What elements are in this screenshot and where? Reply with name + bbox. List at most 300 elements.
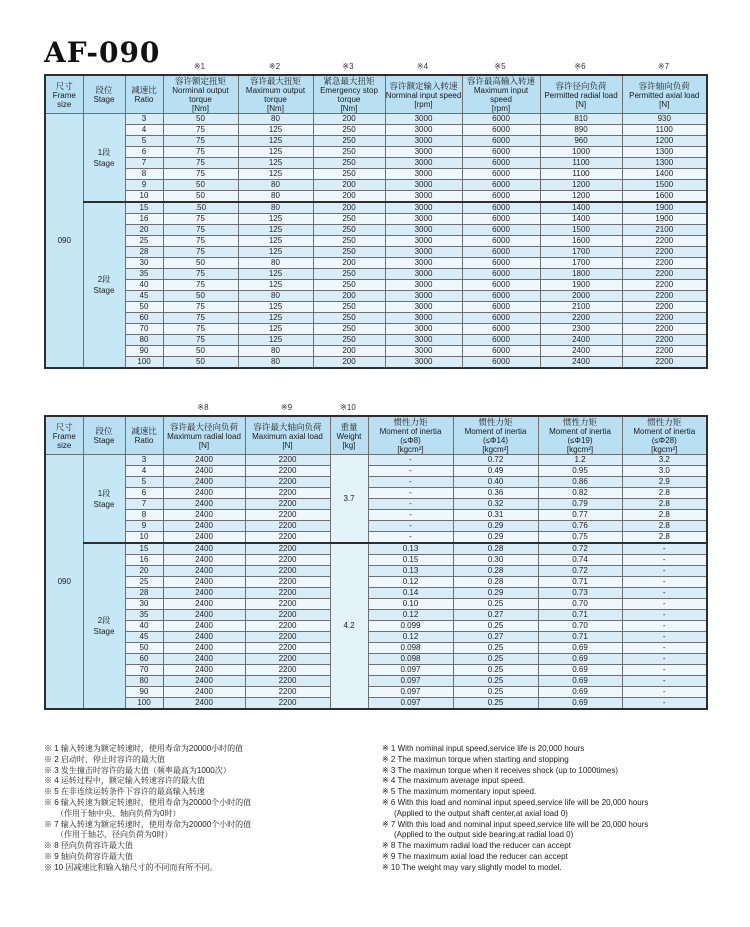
value-cell: 2400 <box>163 455 245 466</box>
header-label: 容许最高输入转速 <box>466 76 535 86</box>
value-cell: 3000 <box>385 269 462 280</box>
value-cell: 0.69 <box>538 676 622 687</box>
value-cell: 1100 <box>622 125 707 136</box>
value-cell: 200 <box>313 202 385 214</box>
header-label: 容许额定输入转速 <box>389 80 458 91</box>
value-cell: 200 <box>313 258 385 269</box>
value-cell: 250 <box>313 269 385 280</box>
stage-cell <box>83 114 125 203</box>
value-cell: 3000 <box>385 147 462 158</box>
value-cell: 6000 <box>462 147 540 158</box>
value-cell: - <box>622 577 707 588</box>
value-cell: 2400 <box>163 566 245 577</box>
table-row <box>45 324 707 335</box>
value-cell: 2.8 <box>622 532 707 544</box>
value-cell: 125 <box>238 136 313 147</box>
value-cell: 50 <box>163 357 238 369</box>
load-inertia-table <box>44 415 708 710</box>
header-label: [Nm] <box>192 104 209 113</box>
footnotes-chinese <box>44 744 376 874</box>
header-label: (≤Φ8) <box>400 436 421 445</box>
value-cell: 125 <box>238 225 313 236</box>
value-cell: 80 <box>238 346 313 357</box>
table-row <box>45 477 707 488</box>
value-cell: 1900 <box>622 202 707 214</box>
marker-spacer <box>44 60 82 74</box>
header-label: 惯性力矩 <box>478 417 513 427</box>
footnote-line: ※ 9 轴向负荷容许最大值 <box>44 851 133 861</box>
value-cell: 0.72 <box>538 566 622 577</box>
value-cell: 0.69 <box>538 665 622 676</box>
value-cell: 0.40 <box>453 477 538 488</box>
value-cell: 3000 <box>385 335 462 346</box>
value-cell: 1300 <box>622 147 707 158</box>
table-row <box>45 455 707 466</box>
header-label: Weight <box>336 431 362 441</box>
value-cell: 0.25 <box>453 654 538 665</box>
value-cell: - <box>368 499 453 510</box>
value-cell: 6000 <box>462 114 540 125</box>
value-cell: 75 <box>163 136 238 147</box>
ratio-cell: 35 <box>125 610 163 621</box>
value-cell: 2400 <box>163 577 245 588</box>
value-cell: 2200 <box>245 566 330 577</box>
value-cell: 2.8 <box>622 499 707 510</box>
value-cell: 0.71 <box>538 577 622 588</box>
value-cell: 125 <box>238 169 313 180</box>
stage-label: Stage <box>93 158 115 168</box>
value-cell: 0.70 <box>538 599 622 610</box>
footnote-line: ※ 1 输入转速为额定转速时，使用寿命为20000小时的值 <box>44 744 244 753</box>
ratio-cell: 45 <box>125 291 163 302</box>
value-cell: 125 <box>238 158 313 169</box>
value-cell: 0.097 <box>368 698 453 710</box>
ratio-cell: 60 <box>125 654 163 665</box>
value-cell: 3000 <box>385 247 462 258</box>
ratio-cell: 3 <box>125 114 163 125</box>
value-cell: 2400 <box>163 488 245 499</box>
value-cell: 0.28 <box>453 577 538 588</box>
header-label: 减速比 <box>131 426 157 436</box>
table-row <box>45 247 707 258</box>
value-cell: 2200 <box>622 247 707 258</box>
value-cell: 2200 <box>622 269 707 280</box>
value-cell: 250 <box>313 313 385 324</box>
value-cell: 2000 <box>540 291 622 302</box>
value-cell: 0.25 <box>453 621 538 632</box>
value-cell: 2200 <box>245 532 330 544</box>
header-label: 减速比 <box>131 85 157 95</box>
value-cell: - <box>622 588 707 599</box>
value-cell: 0.70 <box>538 621 622 632</box>
stage-cell <box>83 455 125 544</box>
value-cell: 0.72 <box>538 543 622 555</box>
value-cell: 200 <box>313 191 385 203</box>
footnote-line: ※ 4 The maximum average input speed. <box>382 776 526 786</box>
ratio-cell: 50 <box>125 643 163 654</box>
value-cell: 2400 <box>163 665 245 676</box>
value-cell: 75 <box>163 269 238 280</box>
value-cell: 6000 <box>462 180 540 191</box>
footnote-line: (Applied to the output side bearing,at radial load 0) <box>394 830 574 840</box>
footnote-line: ※ 8 径向负荷容许最大值 <box>44 841 133 851</box>
load-inertia-table-block <box>44 401 708 710</box>
ratio-cell: 25 <box>125 236 163 247</box>
ratio-cell: 90 <box>125 346 163 357</box>
value-cell: 6000 <box>462 302 540 313</box>
value-cell: 6000 <box>462 214 540 225</box>
column-header <box>163 75 238 114</box>
value-cell: 2100 <box>540 302 622 313</box>
value-cell: 0.12 <box>368 610 453 621</box>
value-cell: 0.25 <box>453 698 538 710</box>
value-cell: 200 <box>313 346 385 357</box>
footnote-line: ※ 7 输入转速为额定转速时，使用寿命为20000个小时的值 <box>44 819 252 829</box>
value-cell: - <box>368 521 453 532</box>
header-label: 容许轴向负荷 <box>638 80 690 91</box>
value-cell: 0.71 <box>538 632 622 643</box>
value-cell: 250 <box>313 335 385 346</box>
ratio-cell: 20 <box>125 566 163 577</box>
value-cell: 2200 <box>622 335 707 346</box>
value-cell: 2400 <box>163 521 245 532</box>
header-label: Emergency stop torque <box>320 86 378 104</box>
header-label: Maximum axial load <box>252 431 323 441</box>
value-cell: 80 <box>238 291 313 302</box>
ratio-cell: 80 <box>125 335 163 346</box>
footnote-marker: ※3 <box>342 62 354 71</box>
value-cell: 125 <box>238 247 313 258</box>
value-cell: 0.74 <box>538 555 622 566</box>
footnote-marker: ※4 <box>416 62 429 71</box>
header-label: [kgcm²] <box>651 445 678 454</box>
ratio-cell: 7 <box>125 499 163 510</box>
value-cell: 1100 <box>540 158 622 169</box>
value-cell: 2200 <box>245 676 330 687</box>
value-cell: 3000 <box>385 158 462 169</box>
stage-cell <box>83 543 125 709</box>
ratio-cell: 16 <box>125 555 163 566</box>
value-cell: 250 <box>313 158 385 169</box>
footnote-line: ※ 3 发生撞击时容许的最大值（频率最高为1000次） <box>44 765 231 775</box>
table-row <box>45 543 707 555</box>
table-row <box>45 335 707 346</box>
value-cell: 75 <box>163 147 238 158</box>
value-cell: 2200 <box>245 588 330 599</box>
header-label: (≤Φ19) <box>567 436 593 445</box>
value-cell: 0.098 <box>368 643 453 654</box>
value-cell: 0.49 <box>453 466 538 477</box>
footnote-line: ※ 5 在非连续运转条件下容许的最高输入转速 <box>44 787 205 797</box>
frame-size-cell: 090 <box>45 455 83 710</box>
value-cell: 250 <box>313 225 385 236</box>
value-cell: 810 <box>540 114 622 125</box>
value-cell: 250 <box>313 214 385 225</box>
value-cell: 3000 <box>385 180 462 191</box>
header-row <box>45 416 707 455</box>
table-row <box>45 158 707 169</box>
value-cell: 2100 <box>622 225 707 236</box>
value-cell: 2200 <box>245 488 330 499</box>
value-cell: 0.25 <box>453 676 538 687</box>
value-cell: 75 <box>163 247 238 258</box>
header-label: Maximum radial load <box>167 431 241 441</box>
value-cell: 250 <box>313 324 385 335</box>
footnote-line: ※ 4 运转过程中，额定输入转速容许的最大值 <box>44 776 205 786</box>
header-label: (≤Φ28) <box>651 436 677 445</box>
value-cell: 0.36 <box>453 488 538 499</box>
value-cell: 2.8 <box>622 488 707 499</box>
column-header <box>385 75 462 114</box>
header-label: [rpm] <box>414 99 433 109</box>
stage-label: 1段 <box>97 147 111 157</box>
value-cell: 0.73 <box>538 588 622 599</box>
value-cell: 200 <box>313 114 385 125</box>
marker-spacer <box>621 401 706 415</box>
value-cell: 2400 <box>163 599 245 610</box>
ratio-cell: 10 <box>125 191 163 203</box>
value-cell: 80 <box>238 258 313 269</box>
stage-label: 2段 <box>97 616 111 625</box>
ratio-cell: 40 <box>125 621 163 632</box>
footnote-line: ※ 5 The maximum momentary input speed. <box>382 787 537 797</box>
value-cell: - <box>368 477 453 488</box>
value-cell: 1800 <box>540 269 622 280</box>
value-cell: 50 <box>163 114 238 125</box>
value-cell: 0.77 <box>538 510 622 521</box>
value-cell: 0.69 <box>538 643 622 654</box>
column-header <box>83 75 125 114</box>
ratio-cell: 15 <box>125 202 163 214</box>
value-cell: 2400 <box>163 643 245 654</box>
value-cell: 2400 <box>163 632 245 643</box>
ratio-cell: 70 <box>125 665 163 676</box>
header-label: 尺寸 <box>55 421 73 432</box>
value-cell: 0.098 <box>368 654 453 665</box>
value-cell: 0.25 <box>453 665 538 676</box>
value-cell: 2400 <box>163 588 245 599</box>
header-row <box>45 75 707 114</box>
value-cell: 2200 <box>245 610 330 621</box>
value-cell: 2200 <box>622 346 707 357</box>
value-cell: 0.099 <box>368 621 453 632</box>
header-label: [Nm] <box>340 104 358 113</box>
value-cell: 2200 <box>245 698 330 710</box>
value-cell: 80 <box>238 191 313 203</box>
value-cell: 125 <box>238 280 313 291</box>
column-header <box>368 416 453 455</box>
value-cell: 0.13 <box>368 543 453 555</box>
table-row <box>45 114 707 125</box>
value-cell: 75 <box>163 324 238 335</box>
value-cell: 2400 <box>163 654 245 665</box>
value-cell: 6000 <box>462 313 540 324</box>
value-cell: 2400 <box>540 357 622 369</box>
value-cell: 75 <box>163 169 238 180</box>
value-cell: 125 <box>238 236 313 247</box>
value-cell: 2200 <box>622 291 707 302</box>
value-cell: 0.69 <box>538 698 622 710</box>
value-cell: - <box>368 510 453 521</box>
value-cell: - <box>622 632 707 643</box>
value-cell: 2200 <box>622 324 707 335</box>
value-cell: 2200 <box>245 665 330 676</box>
value-cell: 1400 <box>622 169 707 180</box>
value-cell: - <box>622 543 707 555</box>
value-cell: 3000 <box>385 324 462 335</box>
value-cell: 75 <box>163 225 238 236</box>
value-cell: 0.30 <box>453 555 538 566</box>
value-cell: 0.097 <box>368 687 453 698</box>
footnote-line: ※ 10 因减速比和输入轴尺寸的不同而有所不同。 <box>44 862 218 872</box>
header-label: Norminal input speed <box>385 90 462 100</box>
header-label: [Nm] <box>267 104 284 113</box>
value-cell: 125 <box>238 125 313 136</box>
value-cell: 1.2 <box>538 455 622 466</box>
stage-label: Stage <box>93 499 115 509</box>
marker-spacer <box>367 401 452 415</box>
value-cell: 0.097 <box>368 665 453 676</box>
table-row <box>45 665 707 676</box>
value-cell: 3000 <box>385 114 462 125</box>
header-label: 惯性力矩 <box>393 417 428 427</box>
value-cell: 0.86 <box>538 477 622 488</box>
value-cell: 250 <box>313 147 385 158</box>
value-cell: 0.13 <box>368 566 453 577</box>
value-cell: 0.28 <box>453 543 538 555</box>
ratio-cell: 35 <box>125 269 163 280</box>
header-label: Frame size <box>52 90 76 109</box>
ratio-cell: 30 <box>125 599 163 610</box>
column-header <box>622 416 707 455</box>
ratio-cell: 3 <box>125 455 163 466</box>
value-cell: 0.10 <box>368 599 453 610</box>
value-cell: - <box>622 621 707 632</box>
value-cell: 0.95 <box>538 466 622 477</box>
value-cell: 2.8 <box>622 510 707 521</box>
value-cell: 75 <box>163 313 238 324</box>
table-row <box>45 180 707 191</box>
value-cell: 0.79 <box>538 499 622 510</box>
ratio-cell: 7 <box>125 158 163 169</box>
value-cell: 2.9 <box>622 477 707 488</box>
value-cell: 2400 <box>163 698 245 710</box>
value-cell: 0.69 <box>538 654 622 665</box>
ratio-cell: 100 <box>125 698 163 710</box>
header-label: 段位 <box>95 426 113 436</box>
ratio-cell: 10 <box>125 532 163 544</box>
value-cell: 125 <box>238 324 313 335</box>
value-cell: 1600 <box>622 191 707 203</box>
value-cell: 2400 <box>163 510 245 521</box>
value-cell: 6000 <box>462 357 540 369</box>
header-label: 惯性力矩 <box>562 417 597 427</box>
table-row <box>45 269 707 280</box>
value-cell: 2200 <box>245 499 330 510</box>
footnote-line: ※ 1 With nominal input speed,service life is 20,000 hours <box>382 744 585 753</box>
value-cell: 2200 <box>622 236 707 247</box>
value-cell: 3000 <box>385 346 462 357</box>
table-row <box>45 346 707 357</box>
value-cell: - <box>368 455 453 466</box>
stage-label: 1段 <box>97 488 111 498</box>
value-cell: 2300 <box>540 324 622 335</box>
value-cell: 0.12 <box>368 577 453 588</box>
value-cell: 125 <box>238 302 313 313</box>
header-label: 段位 <box>95 85 113 95</box>
value-cell: 2200 <box>622 357 707 369</box>
table-row <box>45 510 707 521</box>
table-row <box>45 698 707 710</box>
value-cell: 3000 <box>385 313 462 324</box>
value-cell: - <box>622 566 707 577</box>
ratio-cell: 30 <box>125 258 163 269</box>
value-cell: 2200 <box>622 258 707 269</box>
header-label: [N] <box>198 440 210 450</box>
value-cell: 3000 <box>385 258 462 269</box>
table-row <box>45 169 707 180</box>
stage-label: 2段 <box>97 275 111 284</box>
value-cell: 1500 <box>622 180 707 191</box>
stage-label: Stage <box>93 286 115 295</box>
value-cell: 125 <box>238 335 313 346</box>
header-label: 容许径向负荷 <box>555 80 607 91</box>
header-label: Moment of inertia <box>549 427 611 436</box>
column-header <box>313 75 385 114</box>
value-cell: 2200 <box>245 510 330 521</box>
value-cell: 125 <box>238 269 313 280</box>
value-cell: 6000 <box>462 280 540 291</box>
value-cell: 2400 <box>163 555 245 566</box>
value-cell: 125 <box>238 147 313 158</box>
value-cell: 2400 <box>540 335 622 346</box>
value-cell: 1200 <box>540 180 622 191</box>
value-cell: 6000 <box>462 236 540 247</box>
value-cell: 1100 <box>540 169 622 180</box>
value-cell: 6000 <box>462 169 540 180</box>
value-cell: 2200 <box>245 521 330 532</box>
value-cell: 2200 <box>245 477 330 488</box>
value-cell: 75 <box>163 125 238 136</box>
footnote-line: ※ 8 The maximum radial load the reducer can accept <box>382 841 571 851</box>
stage-cell <box>83 202 125 368</box>
ratio-cell: 40 <box>125 280 163 291</box>
value-cell: 0.28 <box>453 566 538 577</box>
table-row <box>45 313 707 324</box>
header-label: Norminal output torque <box>172 86 229 104</box>
value-cell: 1000 <box>540 147 622 158</box>
ratio-cell: 50 <box>125 302 163 313</box>
value-cell: 2200 <box>245 654 330 665</box>
ratio-cell: 80 <box>125 676 163 687</box>
table-row <box>45 676 707 687</box>
value-cell: 3.2 <box>622 455 707 466</box>
value-cell: 50 <box>163 191 238 203</box>
header-label: Ratio <box>134 95 154 104</box>
value-cell: 6000 <box>462 202 540 214</box>
value-cell: 3000 <box>385 214 462 225</box>
value-cell: - <box>368 488 453 499</box>
value-cell: 80 <box>238 180 313 191</box>
value-cell: 0.25 <box>453 643 538 654</box>
marker-spacer <box>82 60 124 74</box>
value-cell: 2400 <box>163 676 245 687</box>
value-cell: 0.25 <box>453 599 538 610</box>
column-header <box>540 75 622 114</box>
column-header <box>330 416 368 455</box>
header-label: [kgcm²] <box>482 445 509 454</box>
value-cell: 6000 <box>462 335 540 346</box>
